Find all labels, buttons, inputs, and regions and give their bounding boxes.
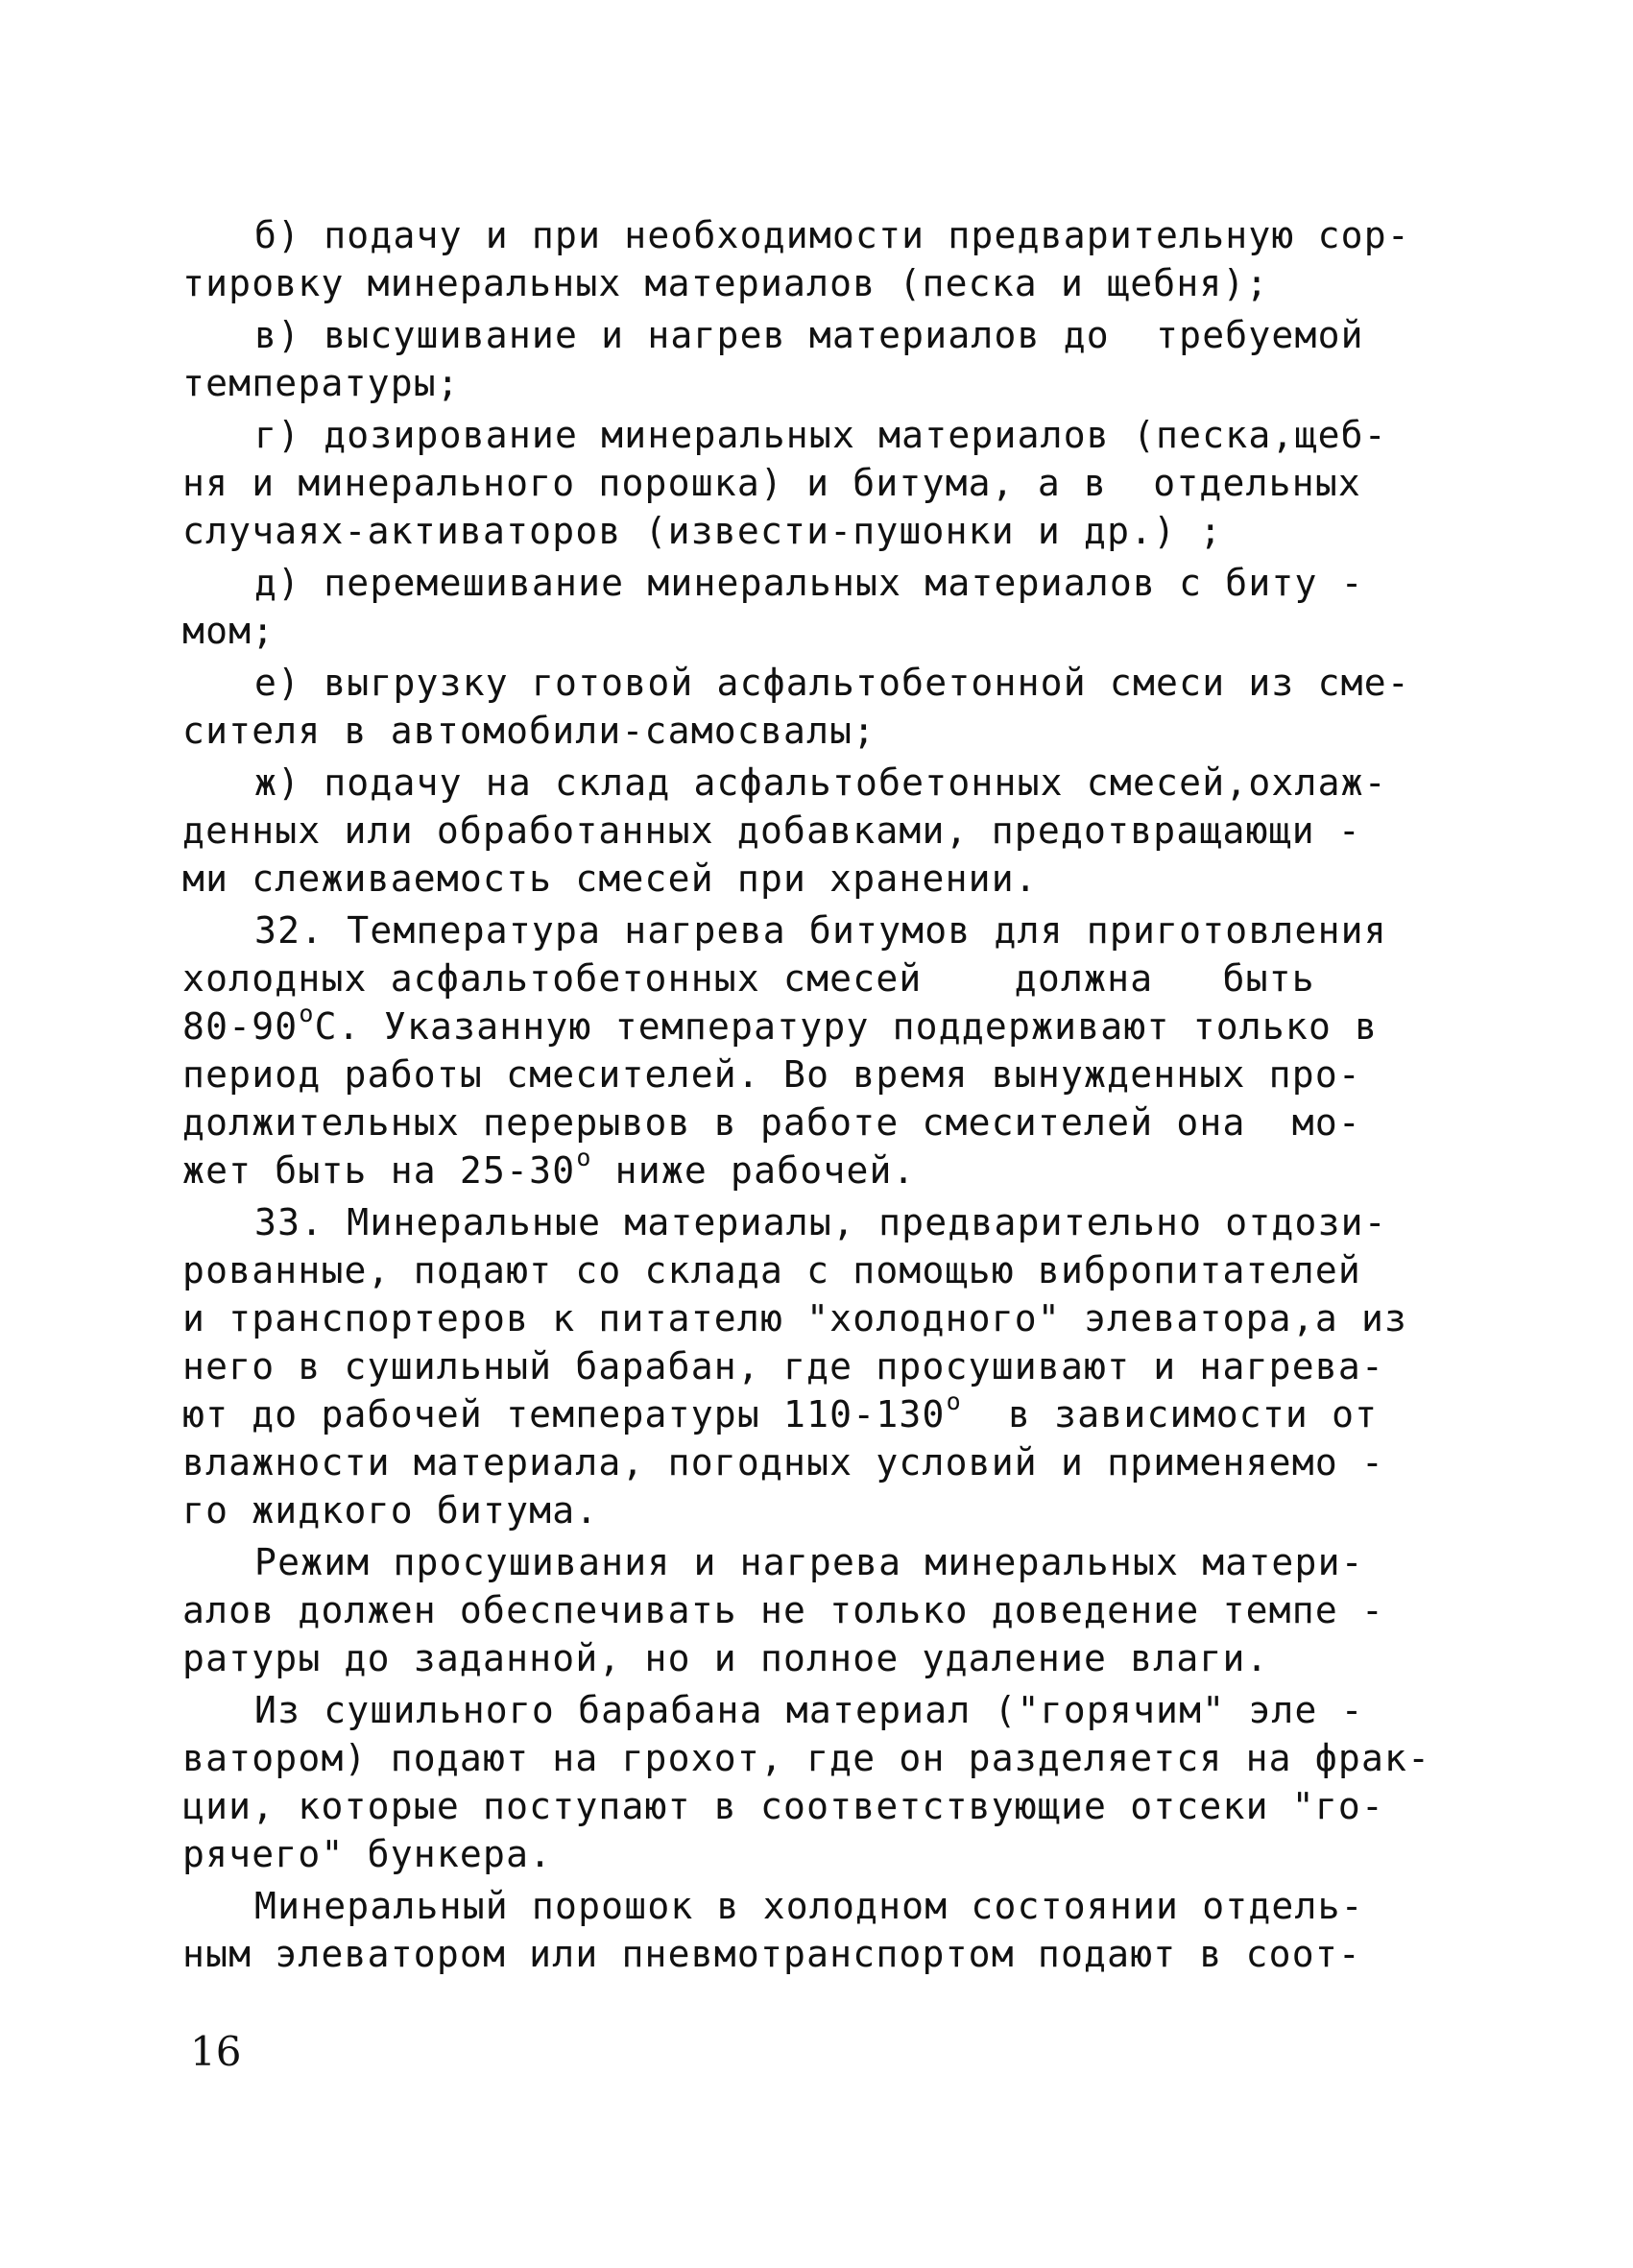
text-line [182, 1246, 1459, 1294]
line-text: период работы смесителей. Во время вынужденных про- [182, 1053, 1361, 1096]
text-line [182, 211, 1459, 259]
line-text: влажности материала, погодных условий и применяемо - [182, 1441, 1385, 1484]
text-line [182, 259, 1459, 307]
line-text: ми слеживаемость смесей при хранении. [182, 857, 1038, 900]
text-line [182, 311, 1459, 359]
text-line [182, 807, 1459, 855]
text-line [182, 759, 1459, 807]
text-line [182, 1486, 1459, 1534]
line-text: Из сушильного барабана материал ("горячим" эле - [254, 1689, 1364, 1731]
line-text: 80-90 [182, 1005, 299, 1048]
text-line [182, 1198, 1459, 1246]
text-line [182, 1782, 1459, 1830]
line-text: и транспортеров к питателю "холодного" элеватора,а из [182, 1297, 1408, 1339]
text-line [182, 1294, 1459, 1342]
degree-superscript: o [299, 1000, 315, 1027]
page-number: 16 [190, 2028, 242, 2075]
line-text: ют до рабочей температуры 110-130 [182, 1393, 946, 1436]
line-text: рованные, подают со склада с помощью вибропитателей [182, 1249, 1361, 1291]
line-text: Режим просушивания и нагрева минеральных матери- [254, 1541, 1364, 1583]
line-text: него в сушильный барабан, где просушивают и нагрева- [182, 1345, 1385, 1387]
line-text: температуры; [182, 362, 460, 404]
line-text: ня и минерального порошка) и битума, а в отдельных [182, 462, 1361, 504]
text-line [182, 1098, 1459, 1146]
line-text: мом; [182, 610, 276, 652]
text-line [182, 1387, 1459, 1438]
text-line [182, 1050, 1459, 1098]
line-text: го жидкого битума. [182, 1489, 599, 1532]
line-text: денных или обработанных добавками, предотвращающи - [182, 809, 1361, 852]
line-text: е) выгрузку готовой асфальтобетонной смеси из сме- [254, 662, 1410, 704]
line-text: тировку минеральных материалов (песка и щебня); [182, 262, 1269, 304]
text-line [182, 1538, 1459, 1586]
line-text: жет быть на 25-30 [182, 1149, 576, 1192]
line-text: г) дозирование минеральных материалов (песка,щеб- [254, 414, 1387, 456]
degree-superscript: o [946, 1387, 962, 1415]
text-line [182, 359, 1459, 407]
text-line [182, 1634, 1459, 1682]
text-line [182, 1002, 1459, 1050]
document-text [182, 211, 1459, 1978]
line-text: д) перемешивание минеральных материалов с биту - [254, 562, 1364, 604]
line-text: холодных асфальтобетонных смесей должна быть [182, 957, 1315, 1000]
text-line [182, 906, 1459, 954]
text-line [182, 707, 1459, 755]
text-line [182, 559, 1459, 607]
degree-superscript: o [576, 1144, 592, 1171]
line-text: случаях-активаторов (извести-пушонки и др.) ; [182, 510, 1223, 552]
line-text: б) подачу и при необходимости предварительную сор- [254, 214, 1410, 256]
line-text-tail: в зависимости от [961, 1393, 1379, 1436]
line-text-tail: С. Указанную температуру поддерживают только в [314, 1005, 1379, 1048]
line-text: должительных перерывов в работе смесителей она мо- [182, 1101, 1361, 1144]
line-text: ж) подачу на склад асфальтобетонных смесей,охлаж- [254, 761, 1387, 804]
text-lines [182, 211, 1459, 1978]
line-text: ватором) подают на грохот, где он разделяется на фрак- [182, 1737, 1431, 1779]
line-text: Минеральный порошок в холодном состоянии отдель- [254, 1885, 1364, 1927]
line-text: ным элеватором или пневмотранспортом подают в соот- [182, 1933, 1361, 1975]
text-line [182, 954, 1459, 1002]
text-line [182, 1882, 1459, 1930]
line-text: ратуры до заданной, но и полное удаление влаги. [182, 1637, 1269, 1679]
text-line [182, 855, 1459, 903]
line-text: в) высушивание и нагрев материалов до требуемой [254, 314, 1364, 356]
line-text: рячего" бункера. [182, 1833, 553, 1875]
text-line [182, 1586, 1459, 1634]
text-line [182, 1686, 1459, 1734]
text-line [182, 1438, 1459, 1486]
line-text: 32. Температура нагрева битумов для приготовления [254, 909, 1387, 952]
text-line [182, 1930, 1459, 1978]
text-line [182, 459, 1459, 507]
text-line [182, 411, 1459, 459]
text-line [182, 1830, 1459, 1878]
text-line [182, 607, 1459, 655]
text-line [182, 659, 1459, 707]
line-text: ции, которые поступают в соответствующие отсеки "го- [182, 1785, 1385, 1827]
text-line [182, 1146, 1459, 1194]
text-line [182, 1734, 1459, 1782]
text-line [182, 507, 1459, 555]
line-text-tail: ниже рабочей. [591, 1149, 916, 1192]
line-text: алов должен обеспечивать не только доведение темпе - [182, 1589, 1385, 1631]
line-text: сителя в автомобили-самосвалы; [182, 710, 877, 752]
line-text: 33. Минеральные материалы, предварительно отдози- [254, 1201, 1387, 1243]
text-line [182, 1342, 1459, 1390]
